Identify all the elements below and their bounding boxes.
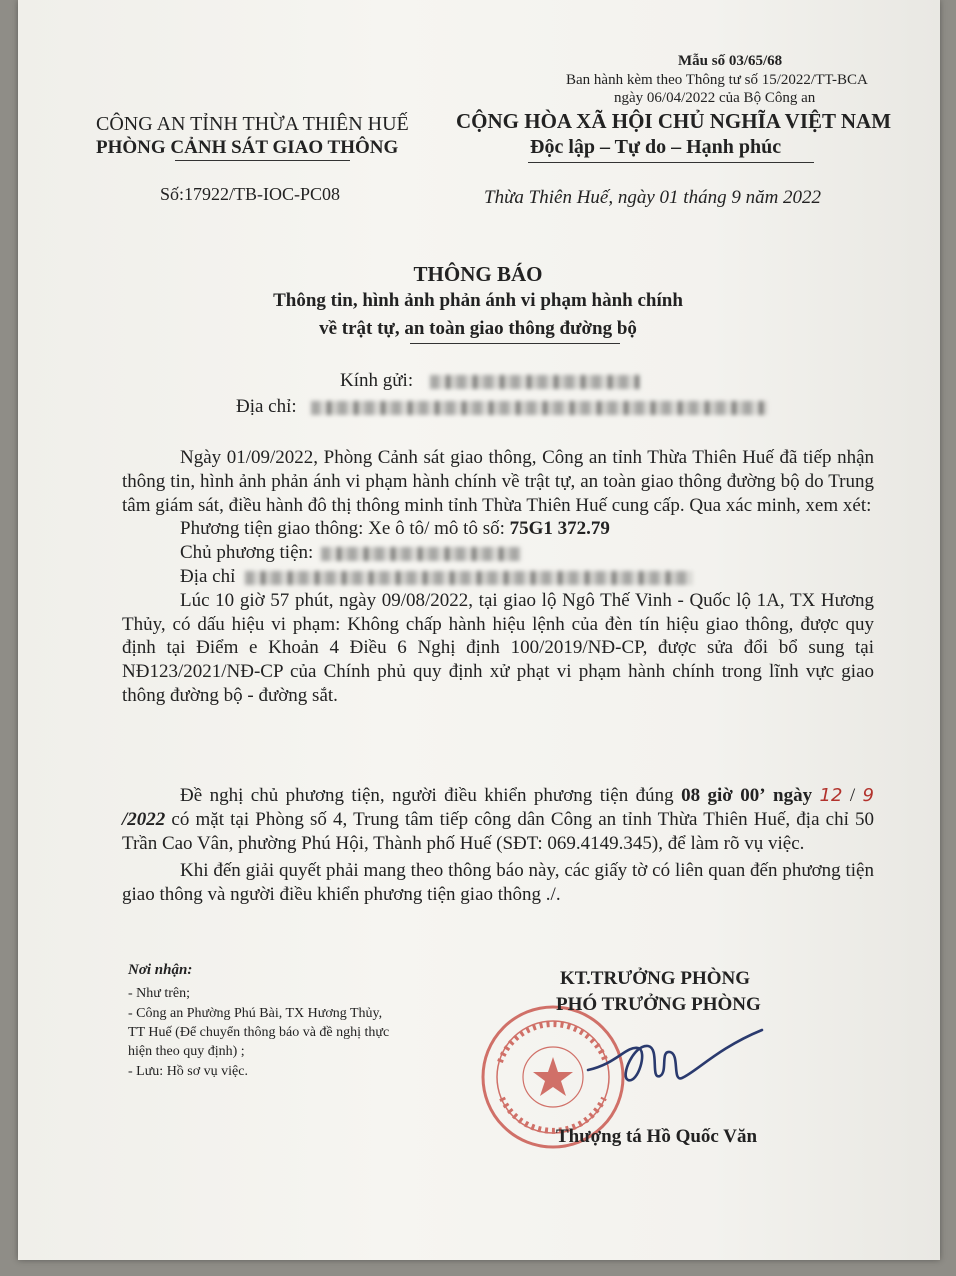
signer-role-2: PHÓ TRƯỞNG PHÒNG [556,994,761,1015]
redacted-owner-address [245,571,693,585]
paragraph-summons: Đề nghị chủ phương tiện, người điều khiển phương tiện đúng 08 giờ 00’ ngày 12 / 9 /2022 có mặt tại Phòng số 4, Trung tâm tiếp công dân Công an tỉnh Thừa Thiên Huế, địa chỉ 50 Trần Cao Vân, phường Phú Hội, Thành phố Huế (SĐT: 069.4149.345), để làm rõ vụ việc. [122,785,874,854]
redacted-recipient-address [311,401,767,415]
handwritten-day: 12 [819,785,843,806]
document-subtitle-1: Thông tin, hình ảnh phản ánh vi phạm hành chính [273,290,683,311]
document-subtitle-2: về trật tự, an toàn giao thông đường bộ [319,318,637,339]
receivers-line-1: - Như trên; [128,986,191,1001]
body-block-1 [122,446,874,708]
paragraph-violation: Lúc 10 giờ 57 phút, ngày 09/08/2022, tại giao lộ Ngô Thế Vinh - Quốc lộ 1A, TX Hương Thủy, có dấu hiệu vi phạm: Không chấp hành hiệu lệnh của đèn tín hiệu giao thông, được quy định tại Điểm e Khoản 4 Điều 6 Nghị định 100/2019/NĐ-CP, được sửa đổi bổ sung tại NĐ123/2021/NĐ-CP của Chính phủ quy định xử phạt vi phạm hành chính trong lĩnh vực giao thông đường bộ - đường sắt. [122,589,874,706]
recipient-address-label: Địa chỉ: [236,396,297,417]
vehicle-label: Phương tiện giao thông: Xe ô tô/ mô tô số: [180,518,510,540]
document-title: THÔNG BÁO [413,262,543,286]
paragraph-intake: Ngày 01/09/2022, Phòng Cảnh sát giao thông, Công an tỉnh Thừa Thiên Huế đã tiếp nhận thông tin, hình ảnh phản ánh vi phạm hành chính về trật tự, an toàn giao thông đường bộ do Trung tâm giám sát, điều hành đô thị thông minh tỉnh Thừa Thiên Huế cung cấp. Qua xác minh, xem xét: [122,447,874,516]
owner-label: Chủ phương tiện: [180,542,314,564]
republic-name: CỘNG HÒA XÃ HỘI CHỦ NGHĨA VIỆT NAM [456,109,892,133]
body-block-2 [122,784,874,907]
form-issued-line-2: ngày 06/04/2022 của Bộ Công an [614,90,816,106]
place-date: Thừa Thiên Huế, ngày 01 tháng 9 năm 2022 [484,187,822,208]
owner-address-label: Địa chỉ [180,565,236,587]
handwritten-month: 9 [862,785,874,806]
form-number: Mẫu số 03/65/68 [678,53,783,69]
receivers-line-2: - Công an Phường Phú Bài, TX Hương Thủy, [128,1006,383,1021]
owner-address-line [122,565,874,589]
paragraph-documents: Khi đến giải quyết phải mang theo thông báo này, các giấy tờ có liên quan đến phương tiện giao thông và người điều khiển phương tiện giao thông ./. [122,860,874,906]
signer-name: Thượng tá Hồ Quốc Văn [556,1126,758,1147]
appointment-time: 08 giờ 00’ [681,785,766,806]
signature [586,1026,766,1096]
recipient-row [340,370,640,392]
org-name: CÔNG AN TỈNH THỪA THIÊN HUẾ [96,113,409,135]
recipient-address-row [236,396,767,418]
receivers-line-3: TT Huế (Để chuyển thông báo và đề nghị thực [128,1025,390,1040]
department-underline [175,160,350,161]
redacted-recipient-name [430,375,640,389]
department-name: PHÒNG CẢNH SÁT GIAO THÔNG [96,137,399,158]
redacted-owner-name [321,547,521,561]
owner-line [122,541,874,565]
appointment-day-label: ngày [773,785,820,806]
receivers-line-5: - Lưu: Hồ sơ vụ việc. [128,1064,248,1079]
recipient-label: Kính gửi: [340,370,414,391]
vehicle-plate: 75G1 372.79 [509,518,610,540]
motto-underline [528,162,814,163]
subtitle-underline [410,343,620,344]
receivers-line-4: hiện theo quy định) ; [128,1044,245,1059]
national-motto: Độc lập – Tự do – Hạnh phúc [530,136,782,158]
signer-role-1: KT.TRƯỞNG PHÒNG [560,968,750,989]
appointment-year: /2022 [122,808,166,830]
form-issued-line-1: Ban hành kèm theo Thông tư số 15/2022/TT-BCA [566,72,868,88]
receivers-title: Nơi nhận: [128,962,193,978]
vehicle-line [122,517,874,541]
document-number: Số:17922/TB-IOC-PC08 [160,184,341,204]
